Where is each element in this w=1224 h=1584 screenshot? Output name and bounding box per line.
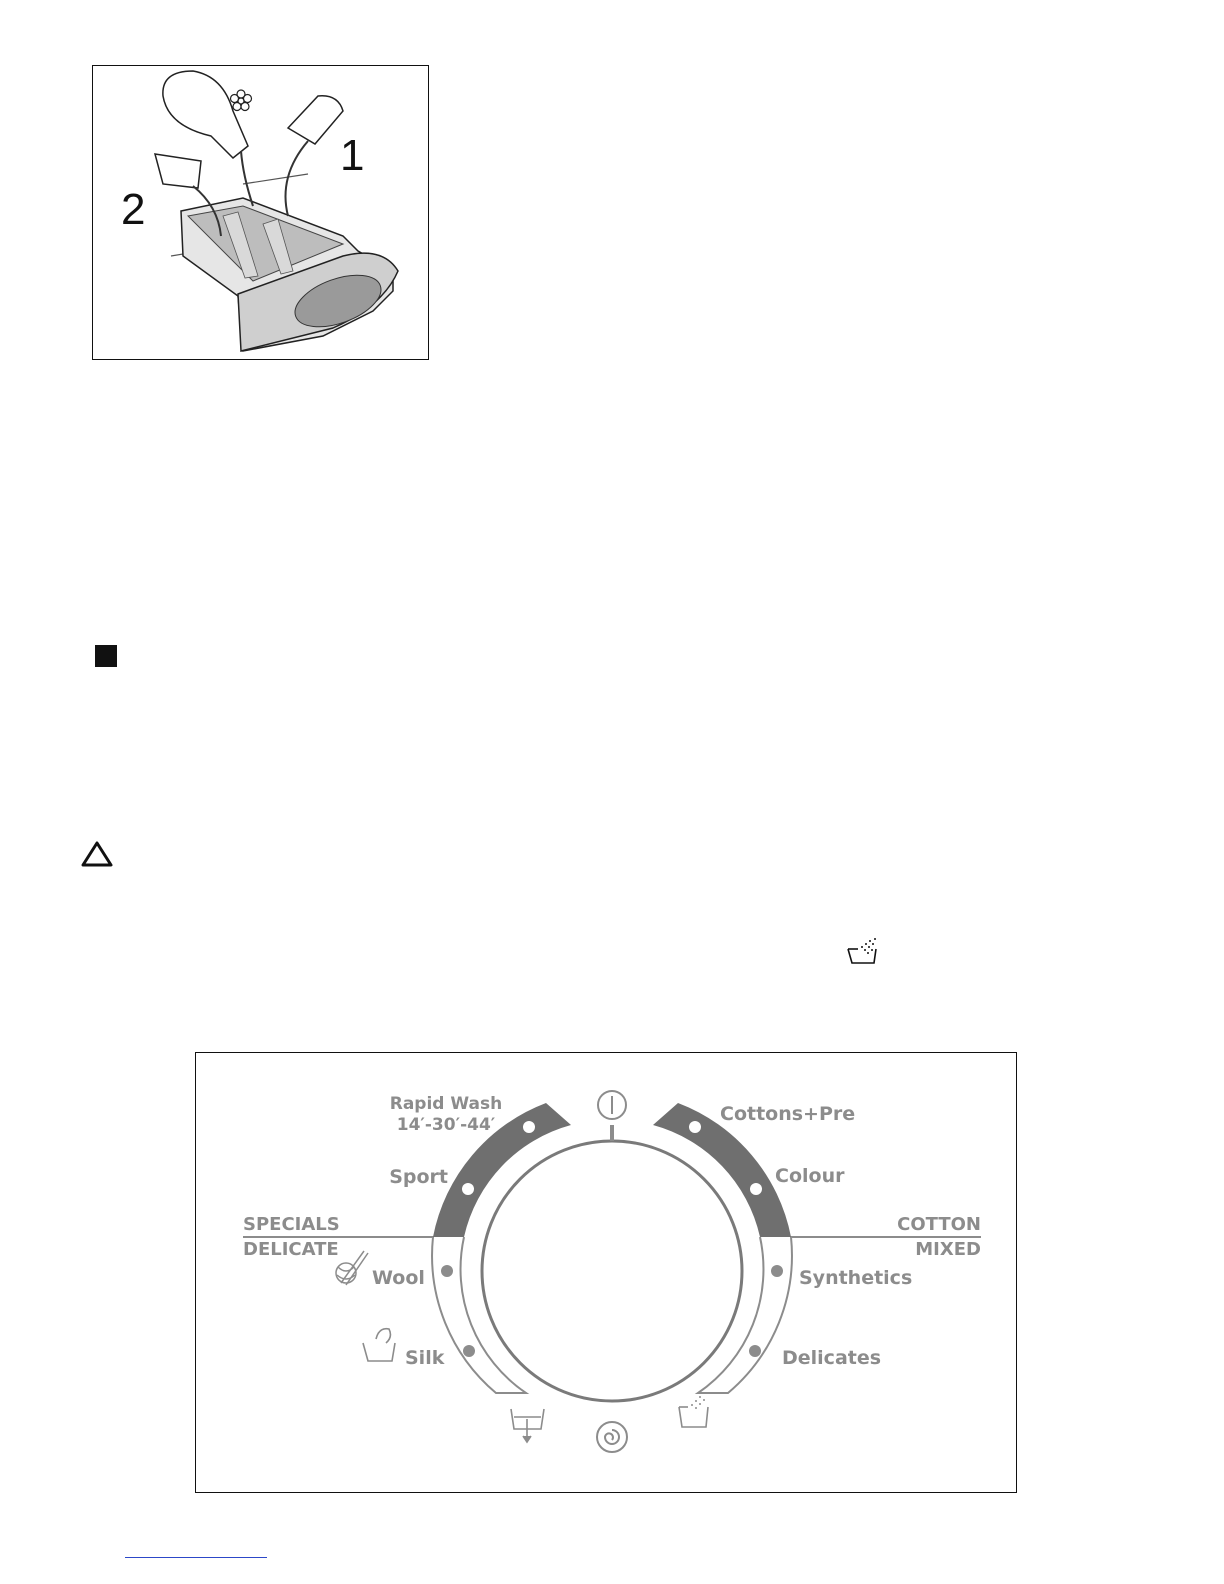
dot-silk	[463, 1345, 475, 1357]
group-label-cotton: COTTON	[897, 1214, 981, 1235]
group-label-specials: SPECIALS	[243, 1214, 340, 1235]
dot-synthetics	[771, 1265, 783, 1277]
compartment-2-label: 2	[121, 185, 146, 234]
spin-icon	[597, 1422, 627, 1452]
compartment-1-label: 1	[340, 131, 365, 180]
hand-wash-icon	[363, 1329, 395, 1361]
warning-triangle-icon	[80, 840, 114, 868]
rinse-shower-icon-dial	[679, 1396, 708, 1427]
dot-sport	[462, 1183, 474, 1195]
program-cottons-pre[interactable]: Cottons+Pre	[720, 1103, 856, 1125]
dot-cottons-pre	[689, 1121, 701, 1133]
dot-wool	[441, 1265, 453, 1277]
group-label-delicate: DELICATE	[243, 1239, 339, 1260]
programme-dial	[196, 1053, 1015, 1491]
dispenser-illustration	[92, 65, 429, 360]
black-square-icon	[95, 645, 117, 667]
dot-colour	[750, 1183, 762, 1195]
program-sport[interactable]: Sport	[389, 1166, 448, 1188]
program-rapid-wash-times: 14′-30′-44′	[396, 1115, 496, 1135]
program-wool[interactable]: Wool	[372, 1267, 425, 1289]
program-synthetics[interactable]: Synthetics	[799, 1267, 913, 1289]
drain-icon	[511, 1409, 544, 1442]
flower-icon	[231, 90, 252, 111]
rinse-shower-icon	[844, 935, 880, 967]
power-off-icon	[598, 1091, 626, 1119]
wool-ball-icon	[336, 1251, 368, 1285]
group-label-mixed: MIXED	[915, 1239, 981, 1260]
program-silk[interactable]: Silk	[405, 1347, 445, 1369]
program-rapid-wash[interactable]: Rapid Wash	[389, 1094, 503, 1114]
program-colour[interactable]: Colour	[775, 1165, 845, 1187]
program-delicates[interactable]: Delicates	[782, 1347, 882, 1369]
dot-delicates	[749, 1345, 761, 1357]
programme-knob[interactable]	[482, 1141, 742, 1401]
dot-rapid-wash	[523, 1121, 535, 1133]
dispenser-drawing	[93, 66, 427, 358]
footer-link-underline[interactable]	[125, 1557, 267, 1558]
programme-dial-illustration	[195, 1052, 1017, 1493]
